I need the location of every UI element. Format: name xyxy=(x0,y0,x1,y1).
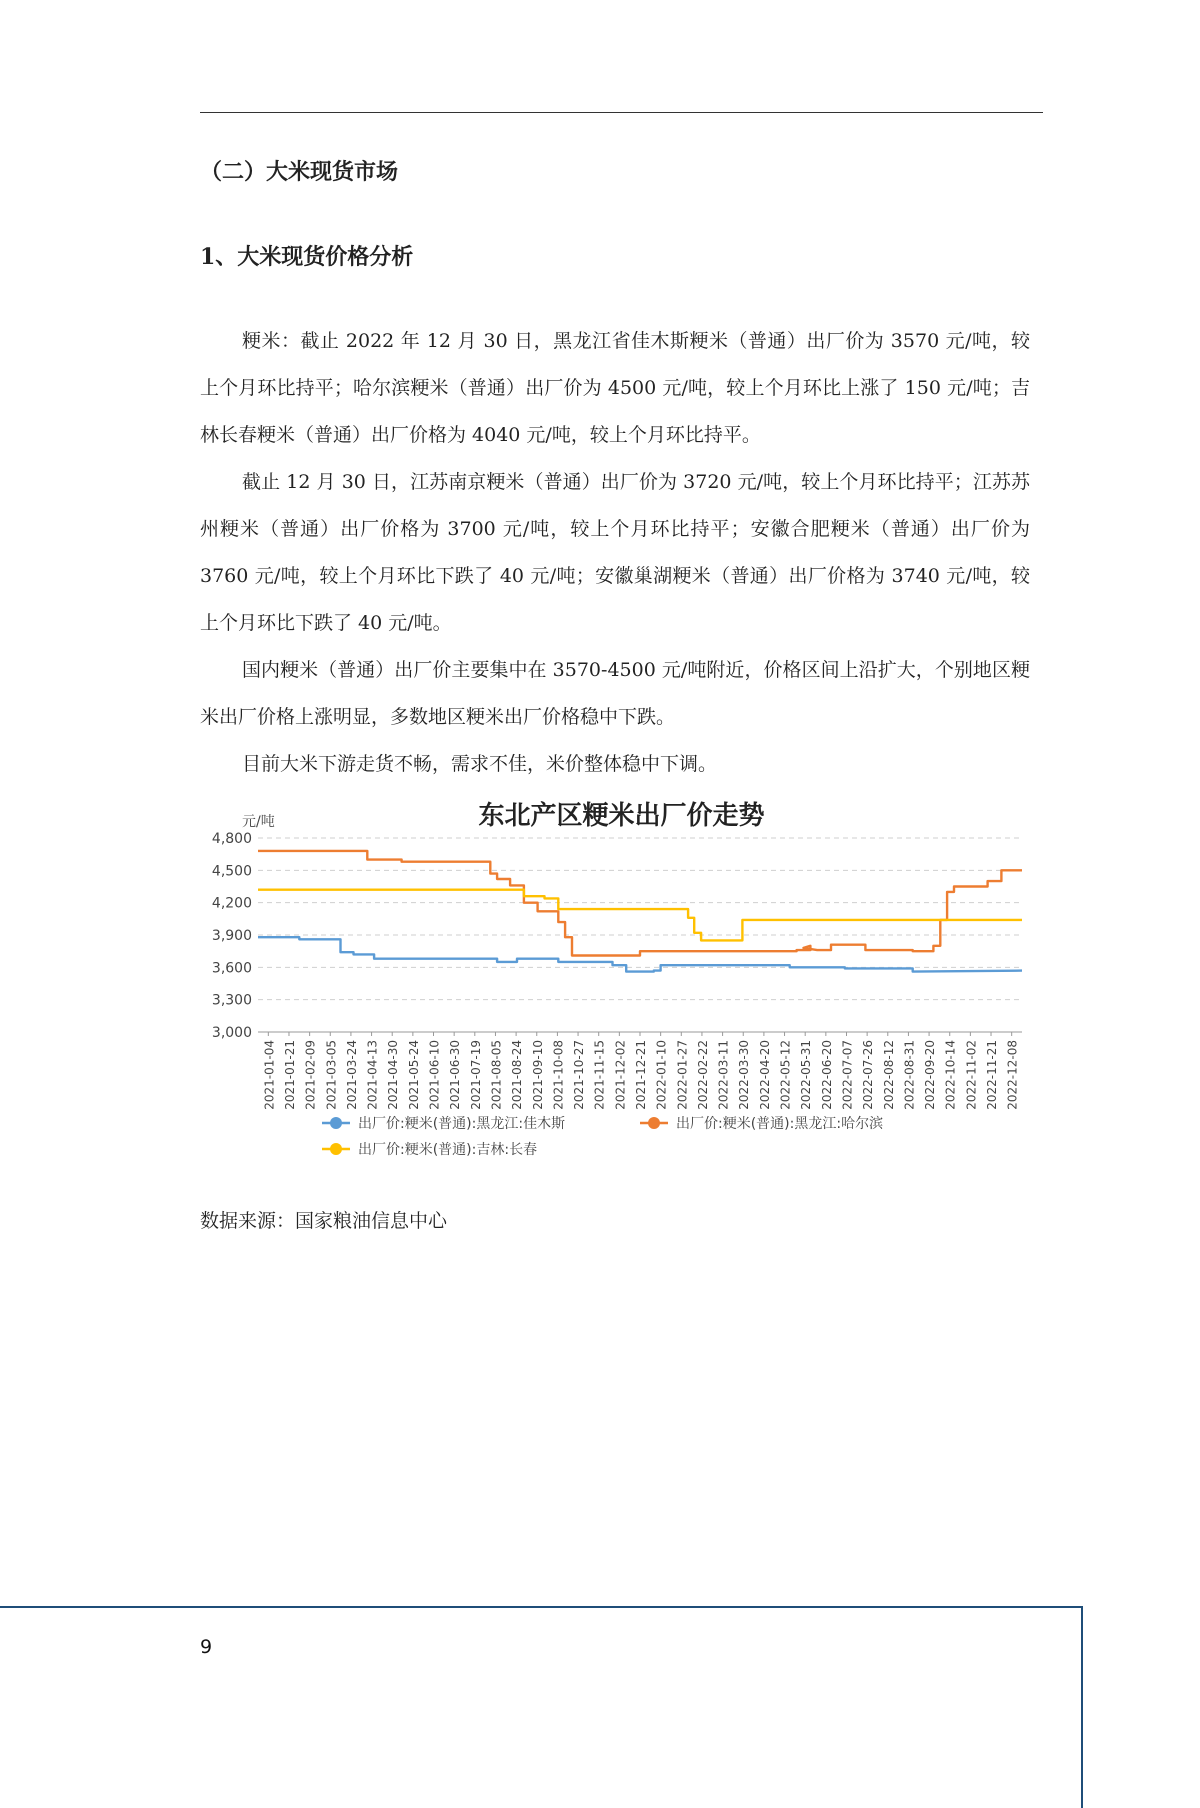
y-tick-labels xyxy=(212,831,252,1041)
chart-title: 东北产区粳米出厂价走势 xyxy=(478,801,765,831)
y-tick-label: 3,000 xyxy=(211,1025,252,1041)
paragraph-price-range: 国内粳米（普通）出厂价主要集中在 3570-4500 元/吨附近，价格区间上沿扩大，个别地区粳米出厂价格上涨明显，多数地区粳米出厂价格稳中下跌。 xyxy=(200,659,1030,728)
x-tick-label: 2021-04-13 xyxy=(365,1040,380,1110)
x-tick-label: 2021-10-27 xyxy=(572,1040,587,1110)
x-tick-label: 2021-09-10 xyxy=(530,1040,545,1110)
body-text xyxy=(200,318,1030,788)
x-tick-label: 2022-07-26 xyxy=(861,1040,876,1110)
x-tick-label: 2022-11-02 xyxy=(964,1040,979,1110)
y-axis-unit: 元/吨 xyxy=(242,814,275,830)
legend-marker xyxy=(648,1117,660,1129)
x-tick-label: 2021-12-02 xyxy=(613,1040,628,1110)
x-tick-label: 2022-03-11 xyxy=(716,1040,731,1110)
axes xyxy=(258,1032,1022,1036)
x-tick-label: 2021-04-30 xyxy=(386,1040,401,1110)
legend-marker xyxy=(330,1143,342,1155)
x-tick-label: 2022-11-21 xyxy=(985,1040,1000,1110)
y-tick-label: 4,200 xyxy=(211,895,252,912)
x-tick-label: 2021-06-30 xyxy=(448,1040,463,1110)
x-tick-label: 2022-09-20 xyxy=(923,1040,938,1110)
x-tick-label: 2022-07-07 xyxy=(840,1040,855,1110)
page-number: 9 xyxy=(200,1636,213,1658)
footer-frame xyxy=(0,1606,1083,1808)
x-tick-label: 2021-11-15 xyxy=(592,1040,607,1110)
x-tick-labels xyxy=(262,1040,1019,1110)
x-tick-label: 2022-10-14 xyxy=(943,1040,958,1110)
legend-label: 出厂价:粳米(普通):黑龙江:佳木斯 xyxy=(358,1116,566,1132)
x-tick-label: 2022-05-12 xyxy=(778,1040,793,1110)
data-source: 数据来源：国家粮油信息中心 xyxy=(200,1210,448,1232)
x-tick-label: 2021-03-24 xyxy=(344,1040,359,1110)
x-tick-label: 2022-04-20 xyxy=(757,1040,772,1110)
x-tick-label: 2022-01-27 xyxy=(675,1040,690,1110)
legend-label: 出厂价:粳米(普通):吉林:长春 xyxy=(358,1142,538,1158)
x-tick-label: 2022-01-10 xyxy=(654,1040,669,1110)
series-line-2 xyxy=(258,851,1022,956)
legend xyxy=(322,1115,883,1158)
x-tick-label: 2021-05-24 xyxy=(406,1040,421,1110)
header-rule xyxy=(200,112,1043,113)
x-tick-label: 2021-01-21 xyxy=(282,1040,297,1110)
legend-marker xyxy=(330,1117,342,1129)
x-tick-label: 2021-08-24 xyxy=(510,1040,525,1110)
x-tick-label: 2022-02-22 xyxy=(695,1040,710,1110)
x-tick-label: 2021-03-05 xyxy=(324,1040,339,1110)
legend-label: 出厂价:粳米(普通):黑龙江:哈尔滨 xyxy=(676,1116,884,1132)
sub-heading: 1、大米现货价格分析 xyxy=(200,244,414,270)
series-line-3 xyxy=(258,890,1022,941)
x-tick-label: 2022-05-31 xyxy=(799,1040,814,1110)
x-tick-label: 2021-08-05 xyxy=(489,1040,504,1110)
x-tick-label: 2022-03-30 xyxy=(737,1040,752,1110)
x-tick-label: 2021-07-19 xyxy=(468,1040,483,1110)
paragraph-japonica-northeast: 粳米：截止 2022 年 12 月 30 日，黑龙江省佳木斯粳米（普通）出厂价为 3570 元/吨，较上个月环比持平；哈尔滨粳米（普通）出厂价为 4500 元/吨，较上个月环比上涨了 150 元/吨；吉林长春粳米（普通）出厂价格为 4040 元/吨，较上个月环比持平。 xyxy=(200,330,1030,446)
x-tick-label: 2021-01-04 xyxy=(262,1040,277,1110)
price-trend-chart xyxy=(200,810,1043,1190)
y-tick-label: 4,500 xyxy=(211,863,252,880)
x-tick-label: 2021-10-08 xyxy=(551,1040,566,1110)
y-tick-label: 3,300 xyxy=(211,992,252,1009)
y-tick-label: 3,600 xyxy=(211,960,252,977)
x-tick-label: 2021-02-09 xyxy=(303,1040,318,1110)
paragraph-outlook: 目前大米下游走货不畅，需求不佳，米价整体稳中下调。 xyxy=(242,753,718,775)
x-tick-label: 2022-08-31 xyxy=(902,1040,917,1110)
section-heading: （二）大米现货市场 xyxy=(200,159,399,185)
y-tick-label: 4,800 xyxy=(211,831,252,847)
x-tick-label: 2021-12-21 xyxy=(634,1040,648,1110)
y-tick-label: 3,900 xyxy=(211,928,252,944)
x-tick-label: 2021-06-10 xyxy=(427,1040,442,1110)
x-tick-label: 2022-06-20 xyxy=(819,1040,834,1110)
series-lines xyxy=(258,851,1022,972)
x-tick-label: 2022-08-12 xyxy=(881,1040,896,1110)
x-tick-label: 2022-12-08 xyxy=(1005,1040,1020,1110)
paragraph-japonica-east: 截止 12 月 30 日，江苏南京粳米（普通）出厂价为 3720 元/吨，较上个月环比持平；江苏苏州粳米（普通）出厂价格为 3700 元/吨，较上个月环比持平；安徽合肥粳米（普通）出厂价为 3760 元/吨，较上个月环比下跌了 40 元/吨；安徽巢湖粳米（普通）出厂价格为 3740 元/吨，较上个月环比下跌了 40 元/吨。 xyxy=(200,471,1030,634)
